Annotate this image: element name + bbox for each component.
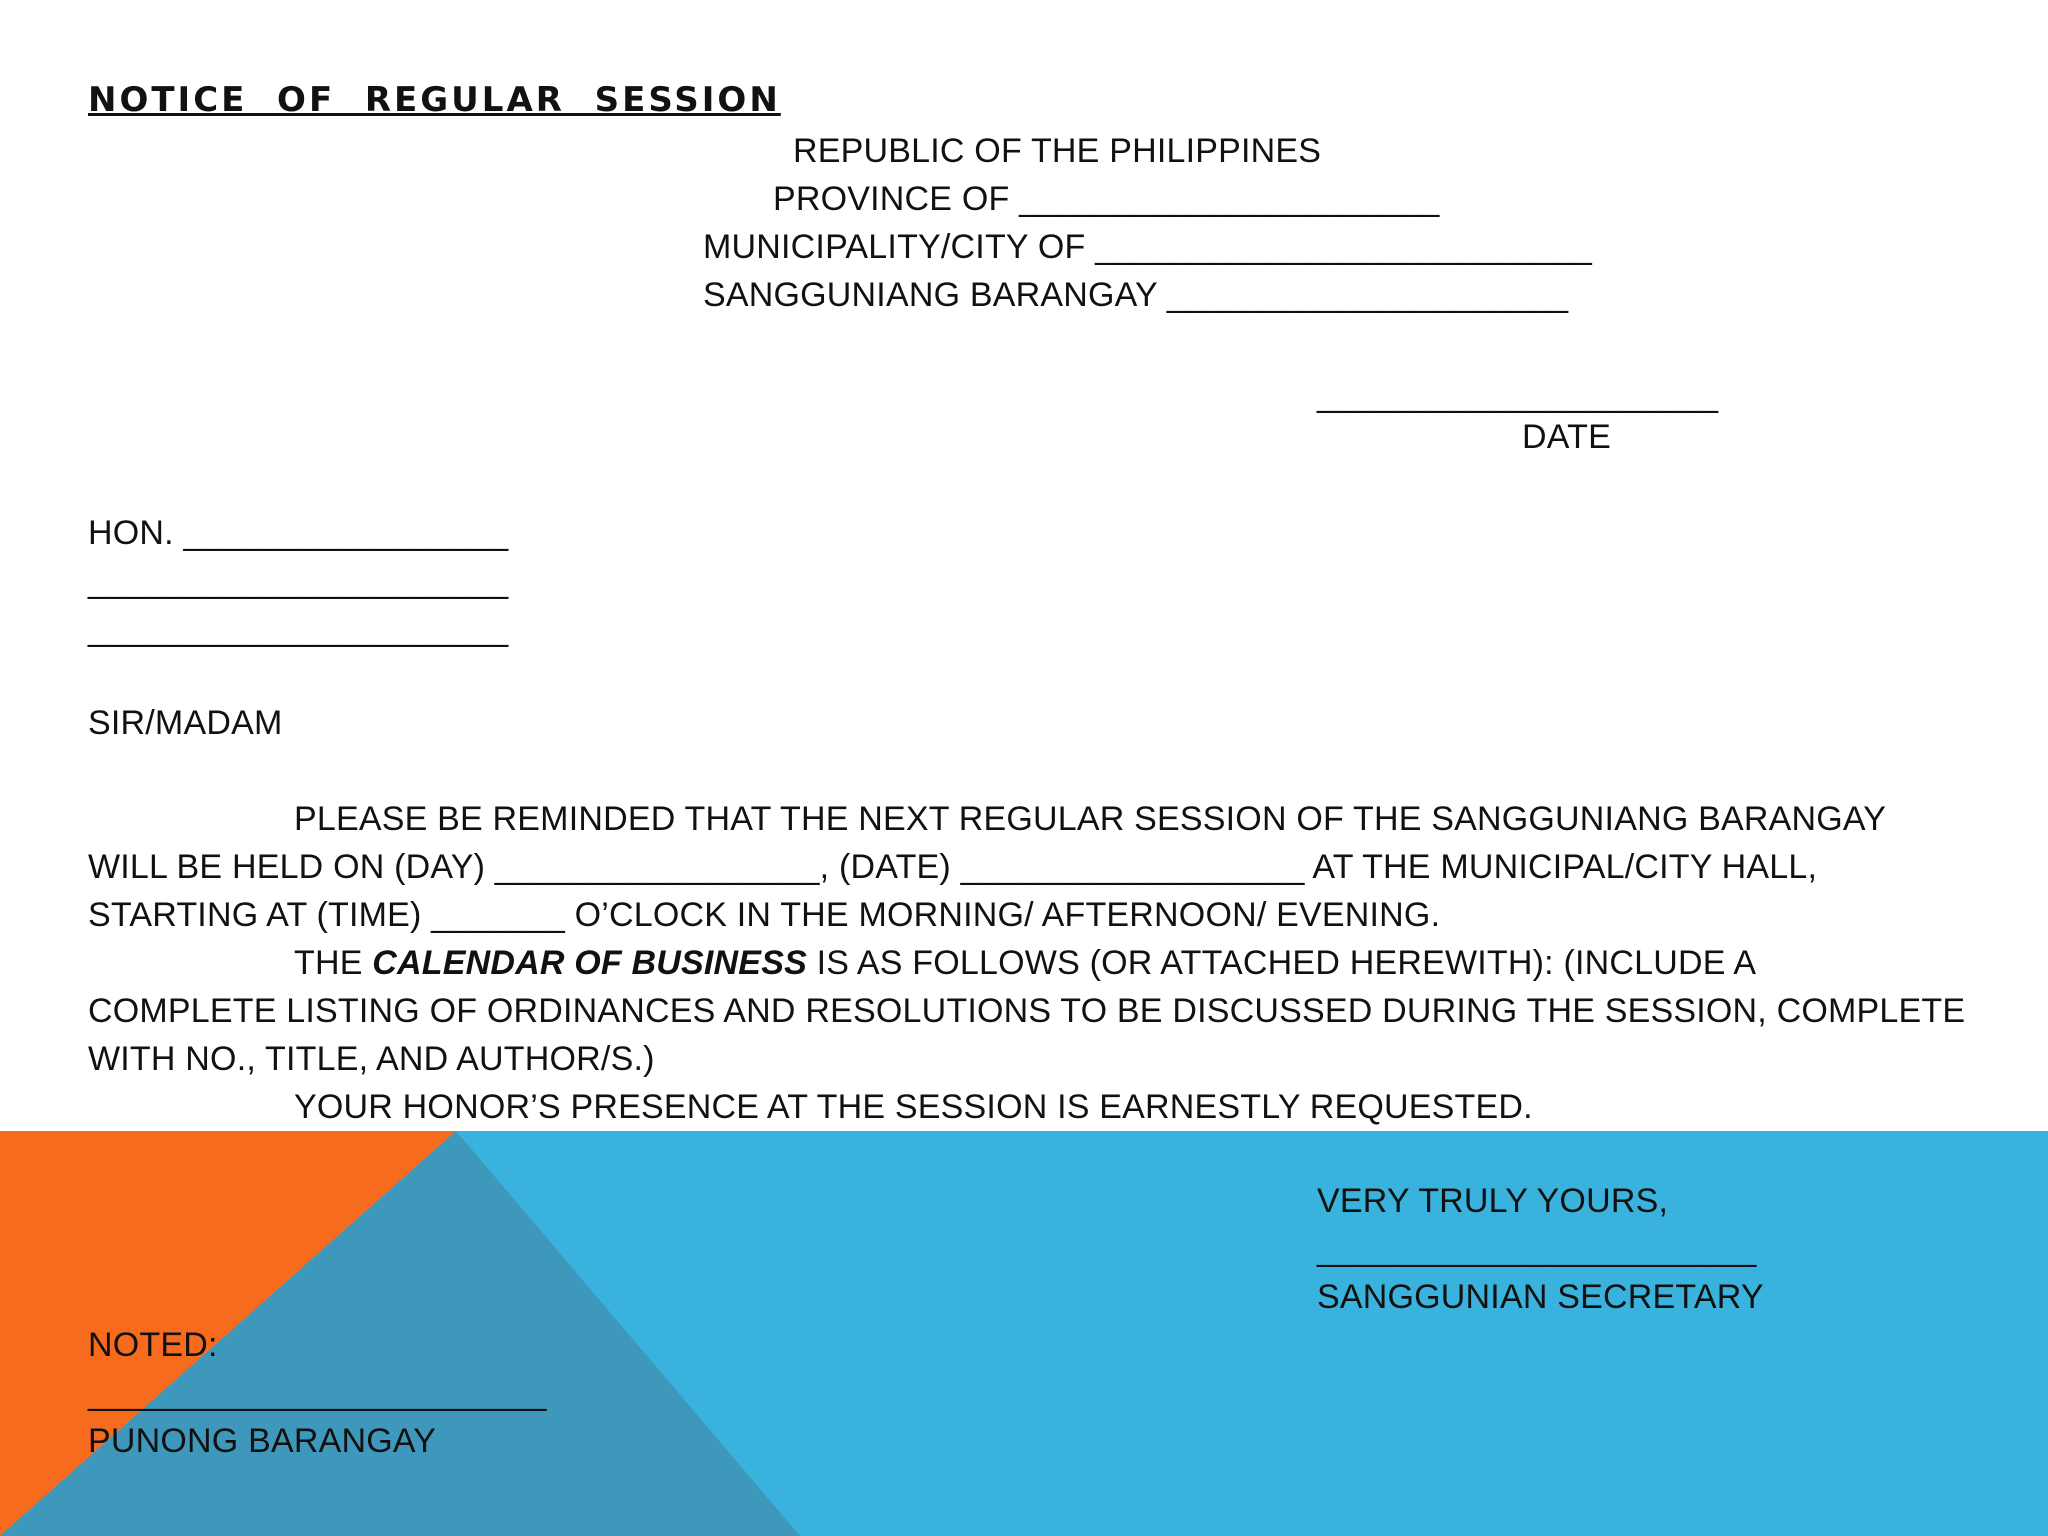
valediction: VERY TRULY YOURS, (1317, 1182, 1669, 1220)
body-paragraph-1-line-2: WILL BE HELD ON (DAY) _________________, (DATE) __________________ AT THE MUNICIPAL/CITY HALL, (88, 848, 1818, 886)
body-paragraph-2-suffix: IS AS FOLLOWS (OR ATTACHED HEREWITH): (INCLUDE A (806, 944, 1757, 982)
body-paragraph-2-line-2: COMPLETE LISTING OF ORDINANCES AND RESOLUTIONS TO BE DISCUSSED DURING THE SESSION, COMPLETE (88, 992, 1966, 1030)
header-barangay: SANGGUNIANG BARANGAY _____________________ (703, 276, 1569, 314)
header-province: PROVINCE OF ______________________ (773, 180, 1440, 218)
addressee-name: HON. _________________ (88, 514, 509, 552)
body-paragraph-2-line-1 (294, 940, 1756, 986)
decorative-background-shapes (0, 1131, 2048, 1536)
calendar-of-business-emphasis: CALENDAR OF BUSINESS (372, 944, 807, 982)
body-paragraph-1-line-3: STARTING AT (TIME) _______ O’CLOCK IN THE MORNING/ AFTERNOON/ EVENING. (88, 896, 1441, 934)
body-paragraph-2-prefix: THE (294, 944, 373, 982)
punong-signatory: PUNONG BARANGAY (88, 1422, 437, 1460)
noted-label: NOTED: (88, 1326, 218, 1364)
secretary-signature-line: _______________________ (1317, 1230, 1757, 1268)
date-label: DATE (1522, 418, 1611, 456)
secretary-signatory: SANGGUNIAN SECRETARY (1317, 1278, 1764, 1316)
punong-signature-line: ________________________ (88, 1374, 547, 1412)
body-paragraph-1-line-1: PLEASE BE REMINDED THAT THE NEXT REGULAR SESSION OF THE SANGGUNIANG BARANGAY (294, 800, 1887, 838)
date-blank: _____________________ (1317, 376, 1719, 414)
header-republic: REPUBLIC OF THE PHILIPPINES (793, 132, 1322, 170)
addressee-line-3: ______________________ (88, 610, 509, 648)
notice-title: NOTICE OF REGULAR SESSION (88, 80, 781, 120)
addressee-line-2: ______________________ (88, 562, 509, 600)
body-paragraph-2-line-3: WITH NO., TITLE, AND AUTHOR/S.) (88, 1040, 655, 1078)
body-paragraph-3: YOUR HONOR’S PRESENCE AT THE SESSION IS EARNESTLY REQUESTED. (294, 1088, 1533, 1126)
header-municipality: MUNICIPALITY/CITY OF __________________________ (703, 228, 1592, 266)
salutation: SIR/MADAM (88, 704, 283, 742)
